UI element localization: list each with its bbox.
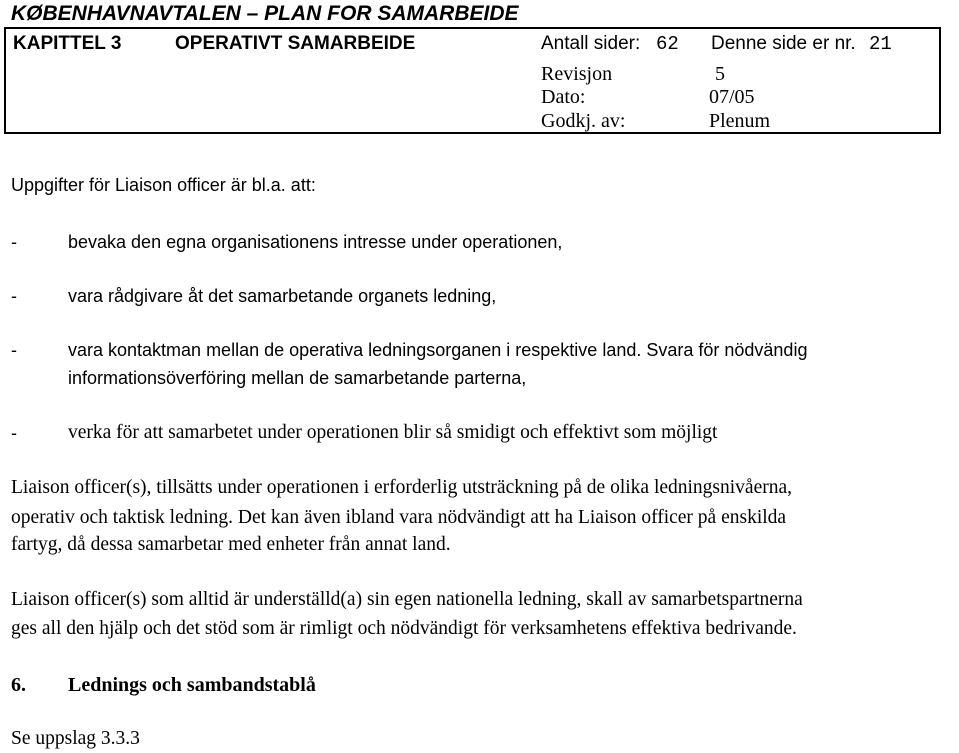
date-label: Dato:	[541, 86, 586, 108]
revision-value: 5	[715, 63, 725, 85]
bullet-dash: -	[11, 232, 17, 252]
section-number: 6.	[11, 674, 26, 696]
revision-label: Revisjon	[541, 63, 613, 85]
approved-by-value: Plenum	[709, 110, 771, 132]
bullet-item: vara rådgivare åt det samarbetande organets ledning,	[68, 286, 497, 306]
bullet-dash: -	[11, 340, 17, 360]
paragraph-line: Liaison officer(s) som alltid är underställd(a) sin egen nationella ledning, skall av samarbetspartnerna	[11, 589, 803, 610]
cross-reference: Se uppslag 3.3.3	[11, 728, 140, 749]
pages-value: 62	[656, 33, 679, 55]
bullet-item: bevaka den egna organisationens intresse under operationen,	[68, 232, 563, 252]
document-title: KØBENHAVNAVTALEN – PLAN FOR SAMARBEIDE	[11, 2, 519, 25]
paragraph-line: fartyg, då dessa samarbetar med enheter från annat land.	[11, 534, 451, 555]
pages-label: Antall sider:	[541, 33, 641, 54]
bullet-dash: -	[11, 423, 17, 443]
paragraph-line: Liaison officer(s), tillsätts under operationen i erforderlig utsträckning på de olika ledningsnivåerna,	[11, 477, 793, 498]
section-heading: Lednings och sambandstablå	[68, 674, 316, 696]
bullet-item: verka för att samarbetet under operationen blir så smidigt och effektivt som möjligt	[68, 422, 718, 443]
date-value: 07/05	[709, 86, 755, 108]
header-box	[4, 27, 941, 134]
bullet-item: vara kontaktman mellan de operativa ledningsorganen i respektive land. Svara för nödvändig	[68, 340, 808, 360]
bullet-item-continuation: informationsöverföring mellan de samarbetande parterna,	[68, 368, 527, 388]
approved-by-label: Godkj. av:	[541, 110, 626, 132]
chapter-label: KAPITTEL 3	[13, 33, 122, 54]
page-number-label: Denne side er nr.	[711, 33, 856, 54]
page-number-value: 21	[869, 33, 892, 55]
paragraph-line: operativ och taktisk ledning. Det kan även ibland vara nödvändigt att ha Liaison officer på enskilda	[11, 507, 787, 528]
chapter-title: OPERATIVT SAMARBEIDE	[175, 33, 416, 54]
intro-text: Uppgifter för Liaison officer är bl.a. att:	[11, 175, 316, 195]
paragraph-line: ges all den hjälp och det stöd som är rimligt och nödvändigt för verksamhetens effektiva bedrivande.	[11, 618, 797, 639]
bullet-dash: -	[11, 286, 17, 306]
